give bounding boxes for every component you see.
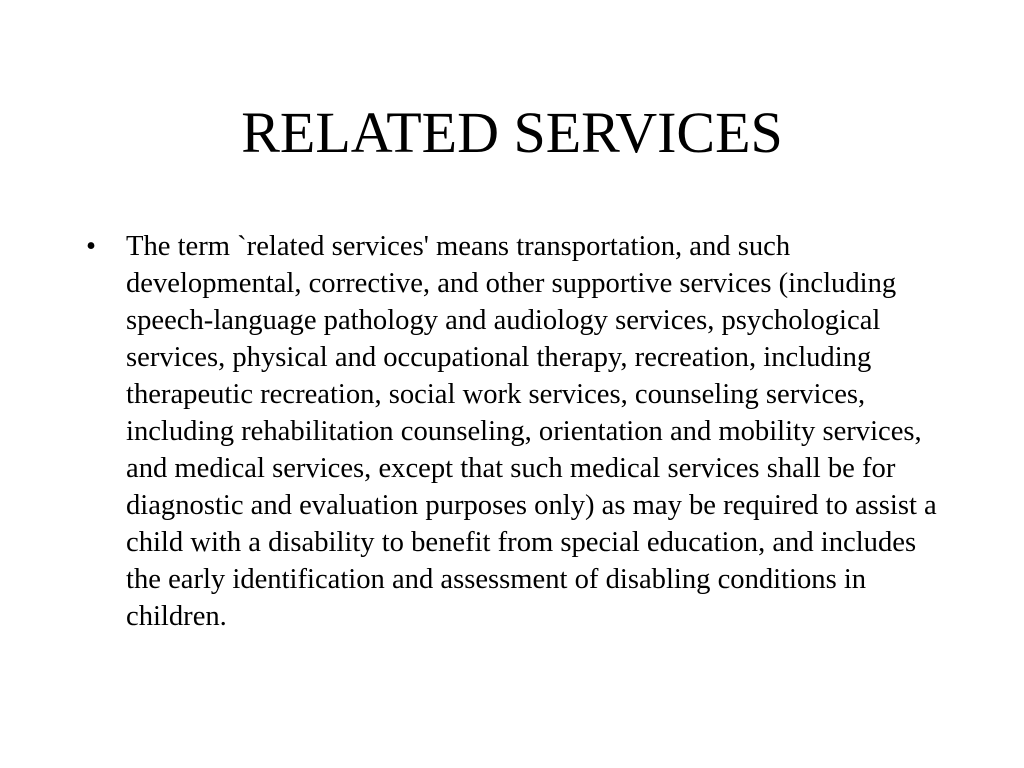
bullet-text: The term `related services' means transportation, and such developmental, corrective, and other supportive services (including speech-language pathology and audiology services, psychological services, physical and occupational therapy, recreation, including therapeutic recreation, social work services, counseling services, including rehabilitation counseling, orientation and mobility services, and medical services, except that such medical services shall be for diagnostic and evaluation purposes only) as may be required to assist a child with a disability to benefit from special education, and includes the early identification and assessment of disabling conditions in children.: [126, 231, 937, 632]
bullet-icon: •: [86, 231, 97, 262]
bullet-list: [86, 228, 946, 635]
slide-title: RELATED SERVICES: [241, 100, 783, 165]
bullet-item: [86, 228, 946, 635]
